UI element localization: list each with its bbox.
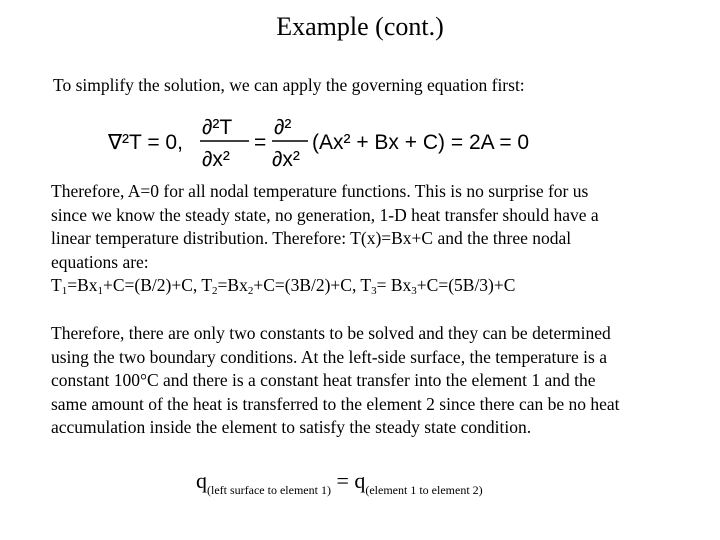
t3-mid: = Bx	[376, 275, 412, 296]
heat-balance-equation	[196, 468, 483, 498]
x1-subscript: 1	[97, 285, 103, 298]
t3-subscript: 3	[371, 285, 377, 298]
q-right-subscript: (element 1 to element 2)	[365, 483, 483, 497]
governing-equation	[108, 110, 558, 174]
paragraph-line: since we know the steady state, no generation, 1-D heat transfer should have a	[51, 204, 599, 225]
t2-rest: +C=(3B/2)+C, T	[253, 275, 372, 296]
t2-subscript: 2	[212, 285, 218, 298]
t1-symbol: T	[51, 275, 62, 296]
q-right: q	[354, 468, 366, 493]
partial-numerator: ∂²	[274, 116, 292, 139]
x2-subscript: 2	[247, 285, 254, 298]
paragraph-line: using the two boundary conditions. At the left-side surface, the temperature is a	[51, 346, 607, 367]
paragraph-line: Therefore, there are only two constants to be solved and they can be determined	[51, 323, 611, 343]
partial-t-numerator: ∂²T	[202, 116, 233, 139]
equals-sign: =	[254, 131, 267, 154]
final-equals: =	[330, 468, 355, 493]
t1-rest: +C=(B/2)+C, T	[103, 275, 213, 296]
paragraph-line: Therefore, A=0 for all nodal temperature functions. This is no surprise for us	[51, 181, 589, 201]
paragraph-boundary-conditions	[51, 322, 716, 440]
x3-subscript: 3	[411, 285, 417, 298]
partial-denominator: ∂x²	[272, 148, 300, 171]
laplacian-term: ∇²T = 0,	[108, 131, 183, 154]
t2-mid: =Bx	[217, 275, 248, 296]
q-left-subscript: (left surface to element 1)	[207, 483, 331, 497]
t3-rest: +C=(5B/3)+C	[416, 275, 516, 296]
paragraph-nodal-equations	[51, 180, 716, 298]
intro-text: To simplify the solution, we can apply the governing equation first:	[53, 75, 525, 95]
polynomial-expression: (Ax² + Bx + C) = 2A = 0	[312, 131, 530, 154]
paragraph-line: accumulation inside the element to satisfy the steady state condition.	[51, 417, 532, 438]
t1-mid: =Bx	[67, 275, 98, 296]
slide-title: Example (cont.)	[276, 12, 444, 41]
q-left: q	[196, 468, 207, 493]
t1-subscript: 1	[61, 285, 68, 298]
partial-t-denominator: ∂x²	[202, 148, 230, 171]
paragraph-line: equations are:	[51, 251, 149, 272]
paragraph-line: constant 100°C and there is a constant heat transfer into the element 1 and the	[51, 370, 596, 391]
paragraph-line: linear temperature distribution. Therefore: T(x)=Bx+C and the three nodal	[51, 228, 572, 249]
paragraph-line: same amount of the heat is transferred to the element 2 since there can be no heat	[51, 393, 620, 414]
nodal-equations-line	[51, 274, 716, 298]
